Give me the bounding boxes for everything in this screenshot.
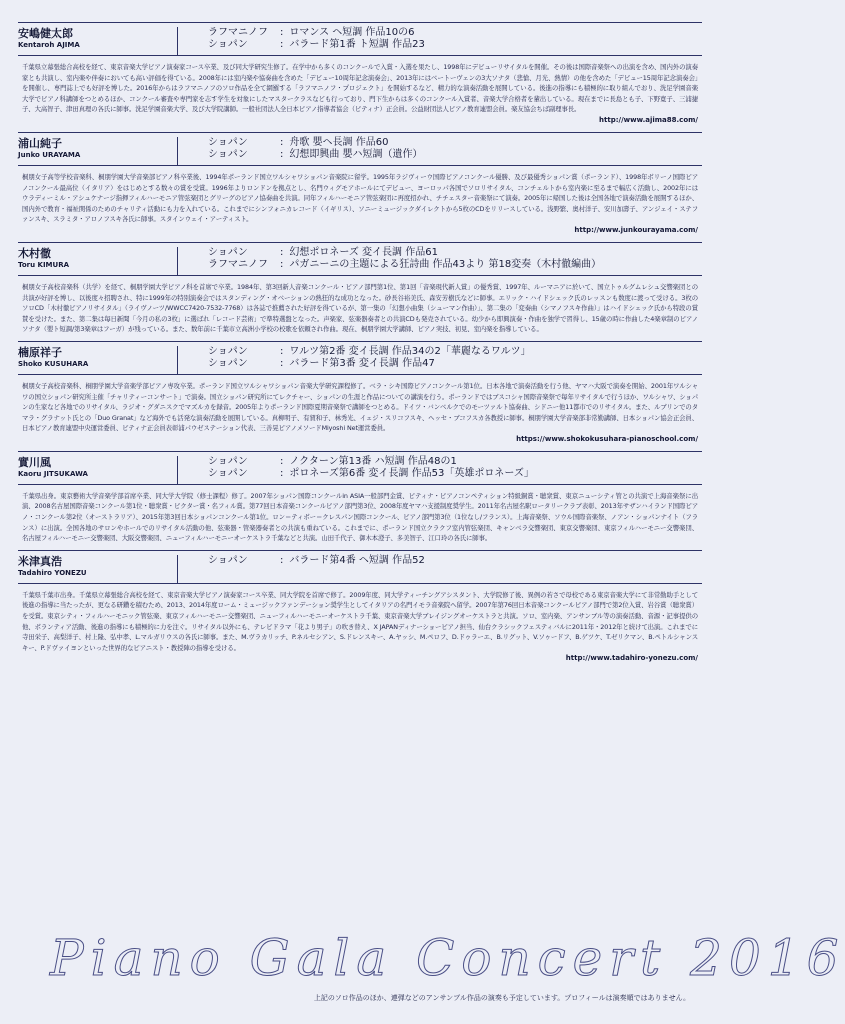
performer-name-jp: 安嶋健太郎 xyxy=(18,27,73,40)
work-title: : 舟歌 嬰ヘ長調 作品60 xyxy=(280,137,388,149)
performer-name-en: Toru KIMURA xyxy=(18,260,70,269)
composer: ラフマニノフ xyxy=(208,27,268,38)
performer-name-jp: 米津真浩 xyxy=(18,554,62,568)
performer-program xyxy=(208,555,425,567)
performer-url[interactable]: http://www.junkourayama.com/ xyxy=(574,225,698,234)
performer-program xyxy=(208,456,534,480)
program-row xyxy=(208,468,534,480)
performer-name-block xyxy=(18,346,178,375)
composer: ショパン xyxy=(208,136,248,148)
composer: ショパン xyxy=(208,554,248,566)
performer-section-urayama xyxy=(18,132,702,236)
performer-name-en: Junko URAYAMA xyxy=(18,150,81,159)
work-title: : バラード第4番 ヘ短調 作品52 xyxy=(280,555,425,567)
program-row xyxy=(208,346,531,358)
performer-section-kimura xyxy=(18,242,702,335)
work-title: : ポロネーズ第6番 変イ長調 作品53「英雄ポロネーズ」 xyxy=(280,468,534,480)
performer-header xyxy=(18,550,702,584)
performer-program xyxy=(208,137,423,161)
program-row xyxy=(208,39,425,51)
work-title: : ワルツ第2番 変イ長調 作品34の2「華麗なるワルツ」 xyxy=(280,346,531,358)
performer-program xyxy=(208,27,425,51)
composer: ショパン xyxy=(208,467,248,479)
composer: ショパン xyxy=(208,455,248,467)
work-title: : ノクターン第13番 ハ短調 作品48の1 xyxy=(280,456,457,468)
performer-name-block xyxy=(18,137,178,166)
performer-section-ajima xyxy=(18,22,702,126)
work-title: : ロマンス ヘ短調 作品10の6 xyxy=(280,27,415,39)
performer-name-jp: 實川風 xyxy=(18,455,51,469)
performer-header xyxy=(18,341,702,375)
performer-header xyxy=(18,22,702,56)
performer-section-kusuhara xyxy=(18,341,702,445)
performer-name-en: Kaoru JITSUKAWA xyxy=(18,469,88,478)
program-row xyxy=(208,27,425,39)
performer-program xyxy=(208,346,531,370)
program-row xyxy=(208,259,601,271)
performer-name-block xyxy=(18,27,178,56)
concert-title: Piano Gala Concert 2016 xyxy=(50,929,845,987)
work-title: : パガニーニの主題による狂詩曲 作品43より 第18変奏（木村徹編曲） xyxy=(280,259,601,271)
work-title: : 幻想即興曲 嬰ハ短調（遺作） xyxy=(280,149,423,161)
performer-header xyxy=(18,132,702,166)
performer-name-block xyxy=(18,247,178,276)
performer-name-en: Tadahiro YONEZU xyxy=(18,568,87,577)
performer-url[interactable]: http://www.ajima88.com/ xyxy=(599,115,698,124)
performer-name-en: Kentaroh AJIMA xyxy=(18,41,80,49)
performer-section-yonezu xyxy=(18,550,702,665)
performer-name-en: Shoko KUSUHARA xyxy=(18,359,89,368)
performer-bio: 桐朋女子高等学校音楽科、桐朋学園大学音楽部ピアノ科卒業後、1994年ポーランド国立ワルシャワショパン音楽院に留学。1995年ラジヴィーウ国際ピアノコンクール優勝、及び最優秀ショパン賞（ポーランド）、1998年ボリーノ国際ピアノコンクール最高位（イタリア）をはじめとする数々の賞を受賞。1996年よりロンドンを拠点とし、名門ウィグモアホールにてデビュー、ヨーロッパ各国でソロリサイタル、コンチェルトから室内楽に至るまで幅広く活動し、2002年にはウラディーミル・アシュケナージ指揮フィルハーモニア管弦楽団とグリーグのピアノ協奏曲を共演。同年フィルハーモニア管弦楽団に再度招かれ、チチェスター音楽祭にて演奏。2005年に帰国した後は全国各地で演奏活動を展開するほか、国内外で教育・福祉関係のためのチャリティ活動にも力を入れている。これまでにシンフォニカレコード（イギリス）、ソニーミュージックダイレクトから5枚のCDをリリースしている。浅野繁、奥村洋子、安川加壽子、アンジェイ・ステファンスキ、スラミタ・アロノフスキ各氏に師事。スタインウェイ・アーティスト。 xyxy=(22,172,698,224)
performer-section-jitsukawa xyxy=(18,451,702,544)
footer-note: 上記のソロ作品のほか、連弾などのアンサンブル作品の演奏も予定しています。プロフィールは演奏順ではありません。 xyxy=(313,994,690,1002)
program-row xyxy=(208,137,423,149)
performer-header xyxy=(18,242,702,276)
composer: ショパン xyxy=(208,345,248,357)
performer-url[interactable]: http://www.tadahiro-yonezu.com/ xyxy=(565,654,698,663)
performer-bio: 桐朋女子高校音楽科、桐朋学園大学音楽学部ピアノ専攻卒業。ポーランド国立ワルシャワショパン音楽大学研究課程修了。ベラ・シキ国際ピアノコンクール第1位。日本各地で演奏活動を行う他、ヤマハ大阪で演奏を開始、2001年ワルシャワの国立ショパン研究所主催「チャリティーコンサート」で演奏。国立ショパン研究所にてレクチャー、ショパンの生涯と作品についての講演を行う。ポーランドではブスコシャ国際音楽祭で毎年リサイタルで行うほか、ワルシャワ、ショパンの生家など各地でのリサイタル、ラジオ・グダニスクでマズルカを録音。2005年よりポーランド国際夏期音楽祭で講師をつとめる。ドイツ・バンベルクでのモーツァルト協奏曲、シドニー他11都市でのリサイタル。また、ルブリンでのタマラ・グラナット氏との「Duo Granat」など海外でも活発な演奏活動を展開している。真柳明子、有賀和子、林秀光、イェジ・スリコフスキ、ヘッセ・ブコフスカ各教授に師事。桐朋学園大学音楽部非常勤講師、日本ショパン協会正会員、日本ピアノ教育連盟中央運営委員、ピティナ正会員表彰浦パウゼステーション代表、三善晃ピアノメソードMiyoshi Net運営委員。 xyxy=(22,381,698,433)
performer-url[interactable]: https://www.shokokusuhara-pianoschool.com/ xyxy=(516,434,698,443)
work-title: : バラード第1番 ト短調 作品23 xyxy=(280,39,425,51)
composer: ショパン xyxy=(208,148,248,160)
composer: ショパン xyxy=(208,246,248,258)
composer: ショパン xyxy=(208,39,248,50)
composer: ショパン xyxy=(208,357,248,369)
performer-header xyxy=(18,451,702,485)
performer-name-block xyxy=(18,555,178,584)
performer-name-jp: 浦山純子 xyxy=(18,136,62,150)
performer-bio: 千葉県千葉市出身。千葉県立幕張総合高校を経て、東京音楽大学ピアノ演奏家コース卒業、同大学院を首席で修了。2009年度、同大学ティーチングアシスタント、大学院修了後、異例の若さで母校である東京音楽大学にて非常勤助手として後進の指導に当たったが、更なる研鑽を積むため、2013、2014年度ローム・ミュージックファンデーション奨学生としてイタリアの名門イモラ音楽院へ留学。2007年第76回日本音楽コンクールピアノ部門で第2位入賞、岩谷賞（聴衆賞）を受賞。東京シティ・フィルハーモニック管弦楽、東京フィルハーモニー交響楽団、ニューフィルハーモニーオーケストラ千葉、東京音楽大学ブレイジングオーケストラと共演。ソロ、室内楽、アンサンブル等の演奏活動、音源・記事提供の他、ボランティア活動、後進の指導にも積極的に力を注ぐ。リサイタル以外にも、テレビドラマ「花より男子」の吹き替え、X JAPANディナーショーピアノ担当、仙台クラシックフェスティバルに2011年・2012年と続けて出演。これまでに寺田栄子、高梨洋子、村上隆、弘中孝、L.マルガリウスの各氏に師事。また、M.ヴラカリッチ、P.ネルセシアン、S.ドレンスキー、A.ヤッシ、M.ペロフ、D.ドゥラーエ、B.リグット、V.ソゥードフ、B.ゲツケ、T.ゼリクマン、B.ペトルシャンスキー、P.ドヴァイヨンといった世界的なピアニスト・教授陣の指導を受ける。 xyxy=(22,590,698,652)
program-row xyxy=(208,555,425,567)
program-row xyxy=(208,149,423,161)
composer: ラフマニノフ xyxy=(208,258,268,270)
performer-name-jp: 木村徹 xyxy=(18,246,51,260)
work-title: : バラード第3番 変イ長調 作品47 xyxy=(280,358,435,370)
performer-bio: 千葉県立幕張総合高校を経て、東京音楽大学ピアノ演奏家コース卒業、及び同大学研究生修了。在学中から多くのコンクールで入賞・入選を果たし、1998年にデビューリサイタルを開催。その後は国際音楽祭への出演を含め、国内外の演奏家とも共演し、室内楽や伴奏においても高い評価を得ている。2008年には室内楽や協奏曲を含めた「デビュー10周年記念演奏会」、2013年にはベートーヴェンの3大ソナタ（悲愴、月光、熱情）の他を含めた「デビュー15周年記念演奏会」を開催し、専門誌上でも好評を博した。2016年からはラフマニノフのソロ作品を全て網羅する「ラフマニノフ・プロジェクト」を開始するなど、精力的な演奏活動を展開している。後進の指導にも積極的に取り組んでおり、洗足学園音楽大学でピアノ科講師をつとめるほか、コンクール審査や専門家を志す学生を対象にしたマスタークラスなども行っており、門下生からは多くのコンクール入賞者、音楽大学合格者を輩出している。現在までに長島とも子、下野寛子、三浦捷子、大高智子、津田真理の各氏に師事。洗足学園音楽大学、及び大学院講師。一般社団法人全日本ピアノ指導者協会（ピティナ）正会員。公益財団法人ピアノ教育連盟会員。楽友協会ちば副理事長。 xyxy=(22,63,698,114)
program-row xyxy=(208,247,601,259)
performer-program xyxy=(208,247,601,271)
program-row xyxy=(208,358,531,370)
performer-bio: 千葉県出身。東京藝術大学音楽学部首席卒業、同大学大学院（修士課程）修了。2007年ショパン国際コンクールin ASIA一般部門金賞、ピティナ・ピアノコンペティション特級銅賞・聴衆賞、東京ニューシティ管との共演で上海音楽祭に出演、2008名古屋国際音楽コンクール第1位・聴衆賞・ピクター賞・名フィル賞。第77回日本音楽コンクールピアノ部門第3位、2008年度ヤマハ支援制度奨学生。2011年名古屋名駅ロータリークラブ表彰、2013年サザンハイランド国際ピアノ・コンクール第2位（オーストラリア）、2015年第3回日本ショパンコンクール第1位。ロン＝ティボー＝クレスパン国際コンクール、ピアノ部門第3位（1位なし/フランス）。上海音楽祭、ソウル国際音楽祭、ノアン・ショパンナイト（フランス）に出演。全国各地のサロンやホールでのリサイタル活動の他、弦楽器・管楽器奏者との共演も重ねている。これまでに、ポーランド国立クラクフ室内管弦楽団、キャンベラ交響楽団、東京交響楽団、東京フィルハーモニー交響楽団、名古屋フィルハーモニー交響楽団、大阪交響楽団、ニューフィルハーモニーオーケストラ千葉などと共演。山田千代子、御木本澄子、多美智子、江口玲の各氏に師事。 xyxy=(22,491,698,543)
performer-name-jp: 楠原祥子 xyxy=(18,345,62,359)
work-title: : 幻想ポロネーズ 変イ長調 作品61 xyxy=(280,247,438,259)
performer-name-block xyxy=(18,456,178,485)
program-row xyxy=(208,456,534,468)
performer-bio: 桐朋女子高校音楽科（共学）を経て、桐朋学園大学ピアノ科を首席で卒業。1984年、第3回新人音楽コンクール・ピアノ部門第1位、第1回「音楽現代新人賞」の優秀賞、1997年、ルーマニアに於いて、国立トゥルグムレシュ交響楽団との共演が好評を博し、以後度々招聘され、特に1999年の特別演奏会ではスタンディング・オベーションの熱狂的な成功となった。砂長谷裕美氏、森安芳樹氏などに師事。エリック・ハイドシェック氏のレッスンも数度に渡って受ける。3枚のソロCD「木村徹ピアノリサイタル」（ライヴノーツ/WWCC7420-7532-7768）は各誌で推薦された好評を得ているが、第一集の「幻想小曲集（シューマン作曲）」、第二集の「変奏曲（シマノフスキ作曲）」はハイドシェック氏から特段の賞賛を受けた。また、第二集は毎日新聞「今月の私の3枚」に選ばれ「レコード芸術」で準特選盤となった。声楽家、弦楽器奏者との共演CDも発売されている。幼少から即興演奏・作曲を独学で習得し、15歳の時に作曲した4楽章制のピアノソナタ（嬰ト短調/第3楽章はフーガ）が残っている。また、数年前に千葉市立高洲小学校の校歌を依頼され作曲。現在、桐朋学園大学講師、ピアノ実技、初見、室内楽を指導している。 xyxy=(22,282,698,334)
